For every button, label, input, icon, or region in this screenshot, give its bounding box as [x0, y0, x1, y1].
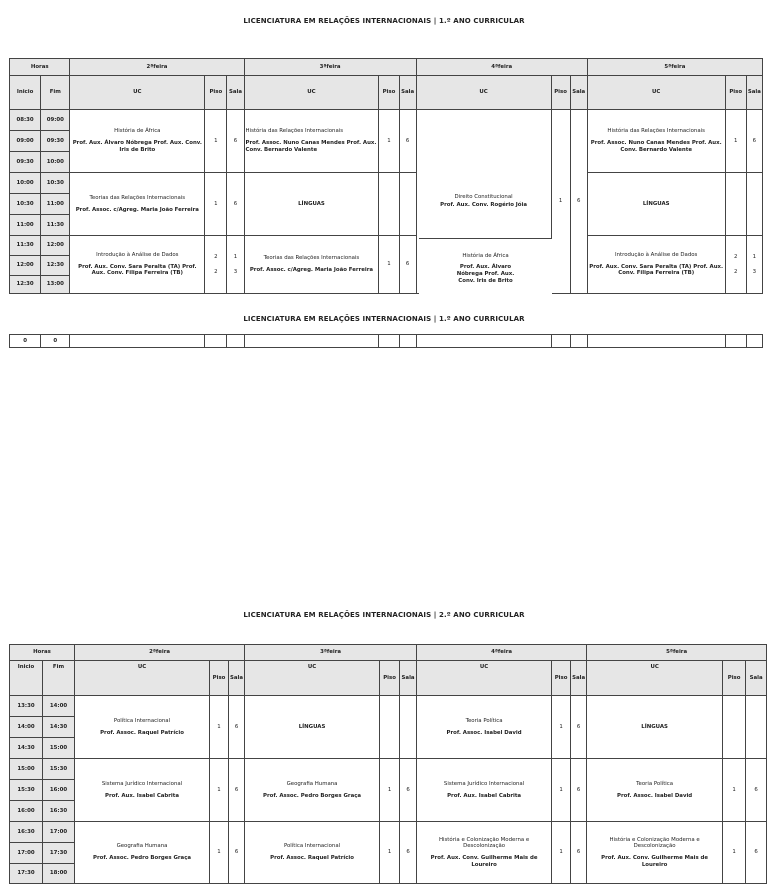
- piso-value: 1: [379, 236, 399, 294]
- uc-name: História de África: [462, 252, 509, 259]
- time-end: 10:30: [41, 173, 70, 194]
- header-inicio: Inicio: [10, 661, 43, 696]
- uc-name: História e Colonização Moderna e Descolonização: [609, 836, 700, 850]
- schedule-table-empty: [9, 334, 763, 348]
- header-day-wed: 4ªfeira: [416, 59, 587, 76]
- sala-value: 6: [746, 110, 762, 173]
- header-sala: Sala: [400, 661, 417, 696]
- class-cell: [75, 822, 210, 884]
- uc-name: Introdução à Análise de Dados: [615, 251, 698, 258]
- header-piso: Piso: [552, 661, 571, 696]
- header-uc: UC: [587, 76, 725, 110]
- time-end: 15:30: [43, 759, 75, 780]
- empty-cell: [570, 335, 587, 348]
- uc-name: Teorias das Relações Internacionais: [89, 194, 186, 201]
- piso-value: 1: [723, 759, 746, 822]
- class-cell: [70, 236, 205, 294]
- time-end: 09:00: [41, 110, 70, 131]
- piso-value: 1: [210, 696, 229, 759]
- header-fim: Fim: [41, 76, 70, 110]
- uc-name: História das Relações Internacionais: [245, 128, 344, 135]
- header-sala: Sala: [229, 661, 245, 696]
- time-start: 13:30: [10, 696, 43, 717]
- header-day-thu: 5ªfeira: [587, 645, 767, 661]
- page-title-1st-year-repeat: LICENCIATURA EM RELAÇÕES INTERNACIONAIS | 1.º ANO CURRICULAR: [243, 315, 525, 323]
- uc-professor: Prof. Assoc. c/Agreg. Maria João Ferreira: [249, 267, 374, 273]
- empty-cell: [227, 335, 244, 348]
- header-uc: UC: [245, 661, 380, 696]
- piso-value: [723, 696, 746, 759]
- uc-name: Política Internacional: [113, 717, 171, 724]
- time-end: 12:30: [41, 256, 70, 276]
- languages-cell: LÍNGUAS: [587, 173, 725, 236]
- piso-value: 1: [551, 110, 570, 294]
- header-fim: Fim: [43, 661, 75, 696]
- class-cell: [70, 110, 205, 173]
- sala-value: 6: [229, 822, 245, 884]
- sala-value: 6: [400, 822, 417, 884]
- time-end: 16:30: [43, 801, 75, 822]
- header-horas: Horas: [10, 645, 75, 661]
- sala-value: 6: [399, 236, 416, 294]
- uc-name: Introdução à Análise de Dados: [96, 251, 179, 258]
- uc-professor: Prof. Aux. Conv. Sara Peralta (TA) Prof. Aux. Conv. Filipa Ferreira (TB): [78, 263, 197, 277]
- uc-name: Teoria Política: [465, 717, 503, 724]
- sala-value: 6: [227, 110, 244, 173]
- sala-value: 6: [399, 110, 416, 173]
- header-piso: Piso: [205, 76, 227, 110]
- time-start: 16:30: [10, 822, 43, 843]
- page-title-2nd-year: LICENCIATURA EM RELAÇÕES INTERNACIONAIS | 2.º ANO CURRICULAR: [243, 611, 525, 619]
- uc-professor: Prof. Aux. Conv. Guilherme Mais de Loureiro: [430, 855, 538, 868]
- sala-value: [400, 696, 417, 759]
- header-piso: Piso: [380, 661, 400, 696]
- uc-professor: Prof. Assoc. Pedro Borges Graça: [93, 855, 192, 861]
- header-sala: Sala: [570, 76, 587, 110]
- uc-professor: Prof. Assoc. Isabel David: [617, 792, 693, 799]
- class-cell: [587, 236, 725, 294]
- class-cell: [587, 822, 723, 884]
- class-cell: [417, 696, 552, 759]
- empty-cell: [725, 335, 746, 348]
- time-start: 14:30: [10, 738, 43, 759]
- languages-cell: LÍNGUAS: [244, 173, 379, 236]
- time-start: 16:00: [10, 801, 43, 822]
- time-start: 11:30: [10, 236, 41, 256]
- header-piso: Piso: [551, 76, 570, 110]
- empty-cell: [551, 335, 570, 348]
- schedule-table-2nd-year: [9, 644, 767, 884]
- header-sala: Sala: [746, 661, 767, 696]
- sala-value: 6: [229, 759, 245, 822]
- time-start: 15:00: [10, 759, 43, 780]
- piso-value: [725, 173, 746, 236]
- sala-value: 1 3: [227, 236, 244, 294]
- uc-professor: Prof. Assoc. Isabel David: [446, 729, 522, 736]
- uc-name: Geografia Humana: [286, 780, 338, 787]
- uc-professor: Prof. Aux. Conv. Sara Peralta (TA) Prof. Aux. Conv. Filipa Ferreira (TB): [589, 263, 724, 277]
- uc-name: História de África: [114, 128, 161, 135]
- page-title-1st-year: LICENCIATURA EM RELAÇÕES INTERNACIONAIS | 1.º ANO CURRICULAR: [243, 17, 525, 25]
- uc-name: Direito Constitucional: [454, 194, 513, 201]
- sala-value: 6: [746, 759, 767, 822]
- sala-value: [746, 696, 767, 759]
- piso-value: 1: [379, 110, 399, 173]
- piso-value: 1: [380, 759, 400, 822]
- header-uc: UC: [75, 661, 210, 696]
- sala-value: 6: [400, 759, 417, 822]
- empty-cell: [416, 335, 551, 348]
- time-end: 13:00: [41, 276, 70, 294]
- sala-value: 6: [227, 173, 244, 236]
- piso-value: 2 2: [205, 236, 227, 294]
- uc-professor: Prof. Assoc. Pedro Borges Graça: [263, 792, 362, 799]
- class-cell: [245, 822, 380, 884]
- header-uc: UC: [244, 76, 379, 110]
- sala-value: 6: [571, 759, 587, 822]
- empty-cell: [205, 335, 227, 348]
- piso-value: 1: [205, 110, 227, 173]
- empty-cell: [244, 335, 379, 348]
- uc-name: Sistema Jurídico Internacional: [101, 780, 183, 787]
- class-cell: [75, 759, 210, 822]
- time-start: 15:30: [10, 780, 43, 801]
- header-piso: Piso: [723, 661, 746, 696]
- time-start: 10:30: [10, 194, 41, 215]
- class-cell: [417, 759, 552, 822]
- time-start: 11:00: [10, 215, 41, 236]
- uc-name: Política Internacional: [283, 843, 341, 850]
- piso-value: [379, 173, 399, 236]
- piso-value: 1: [725, 110, 746, 173]
- header-day-tue: 3ªfeira: [244, 59, 416, 76]
- header-inicio: Inicio: [10, 76, 41, 110]
- class-cell: [245, 759, 380, 822]
- header-sala: Sala: [571, 661, 587, 696]
- time-end: 18:00: [43, 864, 75, 884]
- class-cell: [244, 110, 379, 173]
- languages-cell: LÍNGUAS: [245, 696, 380, 759]
- header-sala: Sala: [227, 76, 244, 110]
- header-piso: Piso: [379, 76, 399, 110]
- uc-name: História e Colonização Moderna e Descolonização: [438, 836, 530, 850]
- schedule-table-1st-year: [9, 58, 763, 294]
- header-uc: UC: [416, 76, 551, 110]
- uc-name: Sistema Jurídico Internacional: [443, 780, 525, 787]
- time-end: 17:30: [43, 843, 75, 864]
- time-start: 09:30: [10, 152, 41, 173]
- time-start: 12:30: [10, 276, 41, 294]
- piso-value: 1: [723, 822, 746, 884]
- sala-value: 1 3: [746, 236, 762, 294]
- sala-value: 6: [571, 822, 587, 884]
- header-piso: Piso: [210, 661, 229, 696]
- time-start: 10:00: [10, 173, 41, 194]
- header-uc: UC: [70, 76, 205, 110]
- empty-cell: [746, 335, 762, 348]
- class-cell: [587, 110, 725, 173]
- empty-cell: [399, 335, 416, 348]
- header-horas: Horas: [10, 59, 70, 76]
- header-uc: UC: [587, 661, 723, 696]
- class-cell: [244, 236, 379, 294]
- uc-professor: Prof. Assoc. Nuno Canas Mendes Prof. Aux. Conv. Bernardo Valente: [245, 140, 377, 153]
- time-start: 0: [10, 335, 41, 348]
- empty-cell: [587, 335, 725, 348]
- time-start: 08:30: [10, 110, 41, 131]
- piso-value: 1: [552, 822, 571, 884]
- piso-value: 1: [210, 759, 229, 822]
- time-start: 17:30: [10, 864, 43, 884]
- time-end: 11:00: [41, 194, 70, 215]
- time-start: 12:00: [10, 256, 41, 276]
- header-uc: UC: [417, 661, 552, 696]
- uc-name: Teoria Política: [636, 780, 674, 787]
- sala-value: 6: [746, 822, 767, 884]
- time-end: 0: [41, 335, 70, 348]
- uc-name: Geografia Humana: [116, 843, 168, 850]
- time-end: 15:00: [43, 738, 75, 759]
- class-cell: [587, 759, 723, 822]
- piso-value: 1: [210, 822, 229, 884]
- time-end: 11:30: [41, 215, 70, 236]
- overlay-wed-history-africa: [419, 238, 552, 298]
- uc-professor: Prof. Aux. Álvaro Nóbrega Prof. Aux. Conv. Iris de Brito: [456, 264, 515, 284]
- time-end: 09:30: [41, 131, 70, 152]
- class-cell: [70, 173, 205, 236]
- time-end: 14:00: [43, 696, 75, 717]
- piso-value: 2 2: [725, 236, 746, 294]
- sala-value: [399, 173, 416, 236]
- time-end: 17:00: [43, 822, 75, 843]
- uc-professor: Prof. Aux. Álvaro Nóbrega Prof. Aux. Conv. Iris de Brito: [72, 140, 202, 153]
- uc-name: História das Relações Internacionais: [607, 128, 705, 135]
- time-end: 10:00: [41, 152, 70, 173]
- time-end: 12:00: [41, 236, 70, 256]
- time-end: 16:00: [43, 780, 75, 801]
- sala-value: 6: [570, 110, 587, 294]
- header-day-wed: 4ªfeira: [417, 645, 587, 661]
- piso-value: 1: [380, 822, 400, 884]
- empty-cell: [379, 335, 399, 348]
- time-start: 17:00: [10, 843, 43, 864]
- header-sala: Sala: [399, 76, 416, 110]
- sala-value: 6: [229, 696, 245, 759]
- header-day-tue: 3ªfeira: [245, 645, 417, 661]
- header-day-mon: 2ªfeira: [75, 645, 245, 661]
- time-end: 14:30: [43, 717, 75, 738]
- uc-professor: Prof. Assoc. Raquel Patrício: [100, 729, 184, 736]
- uc-professor: Prof. Aux. Isabel Cabrita: [447, 792, 522, 799]
- uc-name: Teorias das Relações Internacionais: [263, 255, 360, 262]
- uc-professor: Prof. Aux. Conv. Rogério Jóia: [440, 202, 527, 208]
- sala-value: [746, 173, 762, 236]
- uc-professor: Prof. Assoc. Raquel Patrício: [270, 855, 354, 861]
- uc-professor: Prof. Assoc. c/Agreg. Maria João Ferreira: [75, 206, 199, 213]
- uc-professor: Prof. Aux. Isabel Cabrita: [105, 792, 179, 799]
- piso-value: 1: [205, 173, 227, 236]
- piso-value: 1: [552, 759, 571, 822]
- piso-value: [380, 696, 400, 759]
- header-piso: Piso: [725, 76, 746, 110]
- class-cell: [75, 696, 210, 759]
- time-start: 14:00: [10, 717, 43, 738]
- uc-professor: Prof. Assoc. Nuno Canas Mendes Prof. Aux. Conv. Bernardo Valente: [590, 140, 722, 153]
- header-day-mon: 2ªfeira: [70, 59, 244, 76]
- sala-value: 6: [571, 696, 587, 759]
- header-day-thu: 5ªfeira: [587, 59, 762, 76]
- time-start: 09:00: [10, 131, 41, 152]
- empty-cell: [70, 335, 205, 348]
- languages-cell: LÍNGUAS: [587, 696, 723, 759]
- header-sala: Sala: [746, 76, 762, 110]
- uc-professor: Prof. Aux. Conv. Guilherme Mais de Loureiro: [601, 855, 709, 868]
- class-cell: [417, 822, 552, 884]
- piso-value: 1: [552, 696, 571, 759]
